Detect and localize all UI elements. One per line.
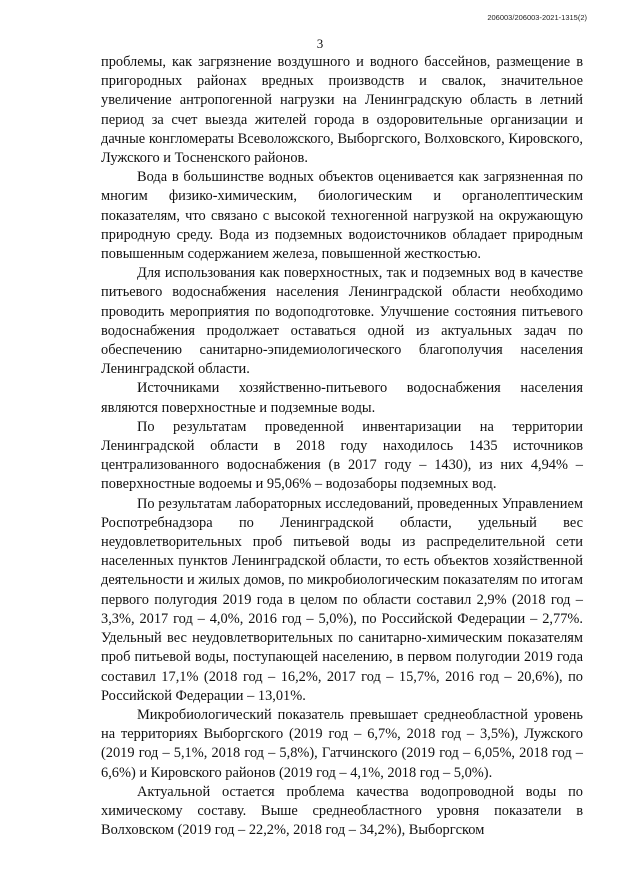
paragraph-water-treatment: Для использования как поверхностных, так и подземных вод в качестве питьевого водоснабжения населения Ленинградской области необходимо проводить мероприятия по водоподготовке. Улучшение состояния питьевого водоснабжения продолжает оставаться одной из актуальных задач по обеспечению санитарно-эпидемиологического благополучия населения Ленинградской области. (101, 265, 583, 378)
document-id: 206003/206003-2021-1315(2) (487, 13, 587, 22)
document-body (101, 53, 583, 840)
paragraph-water-quality: Вода в большинстве водных объектов оценивается как загрязненная по многим физико-химическим, биологическим и органолептическим показателям, что связано с высокой техногенной нагрузкой на окружающую природную среду. Вода из подземных водоисточников обладает природным повышенным содержанием железа, повышенной жесткостью. (101, 169, 583, 263)
paragraph-chemical-quality: Актуальной остается проблема качества водопроводной воды по химическому составу. Выше среднеобластного уровня показатели в Волховском (2019 год – 22,2%, 2018 год – 34,2%), Выборгском (101, 783, 583, 839)
paragraph-lab-results: По результатам лабораторных исследований, проведенных Управлением Роспотребнадзора по Ленинградской области, удельный вес неудовлетворительных проб питьевой воды из распределительной сети населенных пунктов Ленинградской области, то есть объектов хозяйственной деятельности и жилых домов, по микробиологическим показателям по итогам первого полугодия 2019 года в целом по области составил 2,9% (2018 год – 3,3%, 2017 год – 4,0%, 2016 год – 5,0%), по Российской Федерации – 2,77%. Удельный вес неудовлетворительных по санитарно-химическим показателям проб питьевой воды, поступающей населению, в первом полугодии 2019 года составил 17,1% (2018 год – 16,2%, 2017 год – 15,7%, 2016 год – 20,6%), по Российской Федерации – 13,01%. (101, 495, 583, 704)
paragraph-inventory: По результатам проведенной инвентаризации на территории Ленинградской области в 2018 году находилось 1435 источников централизованного водоснабжения (в 2017 году – 1430), из них 4,94% – поверхностные водоемы и 95,06% – водозаборы подземных вод. (101, 418, 583, 493)
paragraph-water-sources: Источниками хозяйственно-питьевого водоснабжения населения являются поверхностные и подземные воды. (101, 380, 583, 416)
paragraph-microbiological: Микробиологический показатель превышает среднеобластной уровень на территориях Выборгского (2019 год – 6,7%, 2018 год – 3,5%), Лужского (2019 год – 5,1%, 2018 год – 5,8%), Гатчинского (2019 год – 6,05%, 2018 год – 6,6%) и Кировского районов (2019 год – 4,1%, 2018 год – 5,0%). (101, 706, 583, 781)
page-number: 3 (316, 36, 324, 51)
paragraph-continuation: проблемы, как загрязнение воздушного и водного бассейнов, размещение в пригородных районах вредных производств и свалок, значительное увеличение антропогенной нагрузки на Ленинградскую область в летний период за счет выезда жителей города в оздоровительные организации и дачные конгломераты Всеволожского, Выборгского, Волховского, Кировского, Лужского и Тосненского районов. (101, 54, 583, 167)
